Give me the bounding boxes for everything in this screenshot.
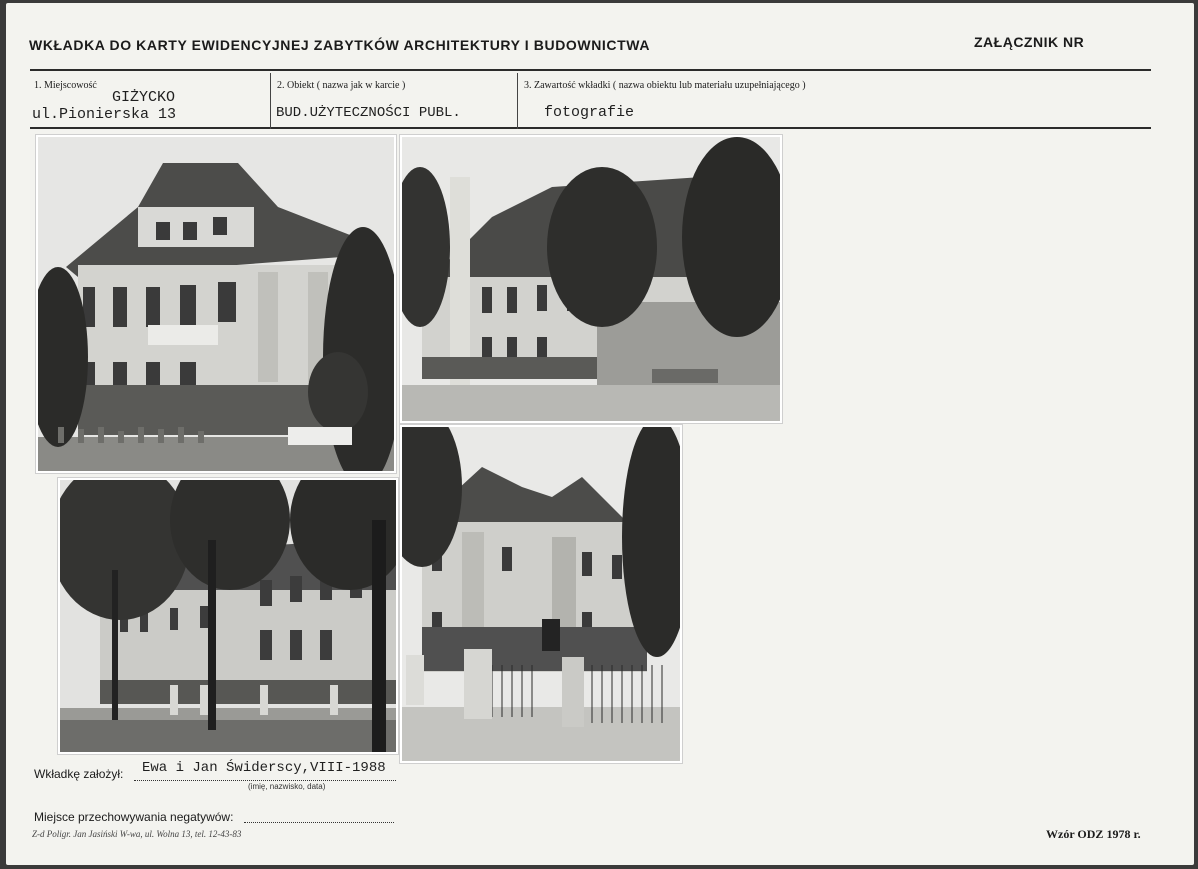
record-card [6, 3, 1194, 865]
photo-corner-view [36, 135, 396, 473]
printer-imprint: Z-d Poligr. Jan Jasiński W-wa, ul. Wolna 13, tel. 12-43-83 [32, 829, 242, 839]
field-3-label: 3. Zawartość wkładki ( nazwa obiektu lub materiału uzupełniającego ) [524, 80, 806, 91]
field-1-address: ul.Pionierska 13 [32, 106, 177, 123]
header-rule-bottom [30, 127, 1151, 129]
negatives-line [244, 822, 394, 823]
negatives-label: Miejsce przechowywania negatywów: [34, 810, 234, 824]
created-by-label: Wkładkę założył: [34, 767, 124, 781]
field-divider-2 [517, 73, 518, 129]
field-3-value: fotografie [544, 104, 635, 121]
photo-street-view [58, 478, 398, 754]
created-by-hint: (imię, nazwisko, data) [248, 782, 326, 791]
header-rule-top [30, 69, 1151, 71]
photo-front-view [400, 425, 682, 763]
card-title: WKŁADKA DO KARTY EWIDENCYJNEJ ZABYTKÓW ARCHITEKTURY I BUDOWNICTWA [29, 37, 651, 53]
created-by-value: Ewa i Jan Świderscy,VIII-1988 [142, 760, 386, 776]
field-2-value: BUD.UŻYTECZNOŚCI PUBL. [276, 105, 461, 121]
created-by-line [134, 780, 396, 781]
form-pattern: Wzór ODZ 1978 r. [1046, 827, 1141, 841]
field-2-label: 2. Obiekt ( nazwa jak w karcie ) [277, 80, 406, 91]
field-divider-1 [270, 73, 271, 129]
field-1-city: GIŻYCKO [112, 89, 176, 106]
attachment-label: ZAŁĄCZNIK NR [974, 34, 1085, 50]
field-1-label: 1. Miejscowość [34, 80, 97, 91]
photo-side-view [400, 135, 782, 423]
